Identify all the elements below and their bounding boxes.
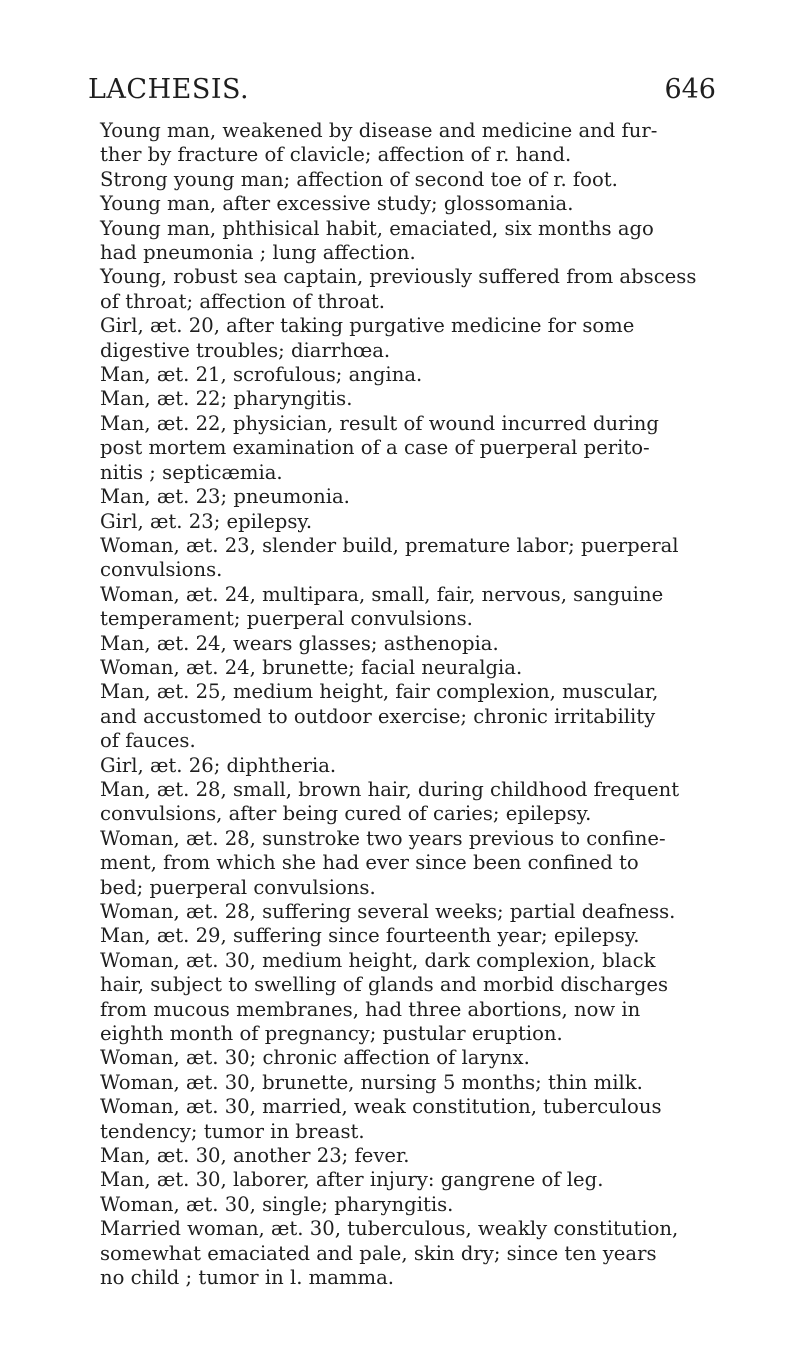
case-entry <box>100 314 728 363</box>
case-entry <box>100 656 728 680</box>
case-entry-line: Man, æt. 29, suffering since fourteenth year; epilepsy. <box>100 924 640 948</box>
case-entry <box>100 583 728 632</box>
case-entry-line: tendency; tumor in breast. <box>100 1119 365 1143</box>
case-entry-line: ther by fracture of clavicle; affection of r. hand. <box>100 143 572 167</box>
case-entry-line: Man, æt. 28, small, brown hair, during childhood frequent <box>100 777 680 801</box>
case-entry <box>100 778 728 827</box>
case-entry-line: Strong young man; affection of second toe of r. foot. <box>100 167 618 191</box>
case-entry-line: Girl, æt. 20, after taking purgative medicine for some <box>100 314 635 338</box>
case-list <box>100 119 728 1291</box>
case-entry <box>100 900 728 924</box>
case-entry-line: Girl, æt. 26; diphtheria. <box>100 753 337 777</box>
case-entry-line: Man, æt. 30, laborer, after injury: gangrene of leg. <box>100 1168 604 1192</box>
case-entry-line: post mortem examination of a case of puerperal perito- <box>100 436 650 460</box>
case-entry <box>100 1095 728 1144</box>
case-entry-line: Man, æt. 21, scrofulous; angina. <box>100 363 423 387</box>
case-entry-line: convulsions. <box>100 558 223 582</box>
page-header <box>88 74 716 110</box>
case-entry-line: Woman, æt. 30; chronic affection of larynx. <box>100 1046 530 1070</box>
case-entry-line: Man, æt. 25, medium height, fair complexion, muscular, <box>100 680 659 704</box>
case-entry <box>100 485 728 509</box>
running-head: LACHESIS. <box>88 74 250 105</box>
case-entry-line: Woman, æt. 28, suffering several weeks; partial deafness. <box>100 900 676 923</box>
case-entry-line: Woman, æt. 30, medium height, dark complexion, black <box>100 948 656 972</box>
case-entry-line: eighth month of pregnancy; pustular eruption. <box>100 1022 563 1046</box>
case-entry <box>100 1168 728 1192</box>
case-entry-line: bed; puerperal convulsions. <box>100 875 376 899</box>
case-entry-line: somewhat emaciated and pale, skin dry; since ten years <box>100 1241 657 1265</box>
case-entry <box>100 827 728 900</box>
case-entry-line: Young man, after excessive study; glossomania. <box>100 192 574 216</box>
case-entry-line: of throat; affection of throat. <box>100 289 385 313</box>
case-entry <box>100 192 728 216</box>
case-entry-line: Man, æt. 22; pharyngitis. <box>100 387 353 411</box>
case-entry-line: Man, æt. 30, another 23; fever. <box>100 1144 410 1168</box>
case-entry-line: convulsions, after being cured of caries; epilepsy. <box>100 802 592 826</box>
case-entry-line: nitis ; septicæmia. <box>100 460 283 484</box>
case-entry <box>100 1046 728 1070</box>
case-entry <box>100 924 728 948</box>
case-entry-line: and accustomed to outdoor exercise; chronic irritability <box>100 704 656 728</box>
case-entry <box>100 119 728 168</box>
case-entry-line: hair, subject to swelling of glands and morbid discharges <box>100 973 669 997</box>
case-entry-line: Girl, æt. 23; epilepsy. <box>100 509 313 533</box>
case-entry <box>100 1071 728 1095</box>
case-entry-line: Woman, æt. 30, single; pharyngitis. <box>100 1192 454 1216</box>
case-entry-line: no child ; tumor in l. mamma. <box>100 1266 395 1290</box>
page-number: 646 <box>664 74 716 105</box>
case-entry-line: digestive troubles; diarrhœa. <box>100 338 391 362</box>
case-entry-line: Young man, phthisical habit, emaciated, six months ago <box>100 216 654 240</box>
case-entry-line: of fauces. <box>100 729 196 753</box>
case-entry-line: Woman, æt. 23, slender build, premature labor; puerperal <box>100 533 679 557</box>
case-entry <box>100 1193 728 1217</box>
case-entry-line: Young, robust sea captain, previously suffered from abscess <box>100 265 697 289</box>
case-entry-line: Woman, æt. 24, multipara, small, fair, nervous, sanguine <box>100 582 664 606</box>
case-entry <box>100 949 728 1047</box>
case-entry <box>100 265 728 314</box>
case-entry <box>100 168 728 192</box>
case-entry <box>100 534 728 583</box>
case-entry <box>100 1217 728 1290</box>
case-entry-line: Woman, æt. 28, sunstroke two years previous to confine- <box>100 826 666 850</box>
case-entry <box>100 680 728 753</box>
case-entry <box>100 387 728 411</box>
case-entry <box>100 632 728 656</box>
case-entry-line: Married woman, æt. 30, tuberculous, weakly constitution, <box>100 1217 679 1241</box>
case-entry-line: Woman, æt. 30, married, weak constitution, tuberculous <box>100 1095 662 1119</box>
case-entry <box>100 1144 728 1168</box>
case-entry <box>100 510 728 534</box>
case-entry-line: Young man, weakened by disease and medicine and fur- <box>100 119 658 142</box>
case-entry-line: Man, æt. 22, physician, result of wound incurred during <box>100 411 659 435</box>
case-entry-line: Man, æt. 24, wears glasses; asthenopia. <box>100 631 499 655</box>
case-entry-line: had pneumonia ; lung affection. <box>100 241 416 265</box>
case-entry <box>100 363 728 387</box>
case-entry <box>100 217 728 266</box>
case-entry-line: Woman, æt. 30, brunette, nursing 5 months; thin milk. <box>100 1070 643 1094</box>
case-entry-line: temperament; puerperal convulsions. <box>100 607 473 631</box>
case-entry-line: Man, æt. 23; pneumonia. <box>100 485 350 509</box>
case-entry-line: ment, from which she had ever since been confined to <box>100 851 639 875</box>
case-entry-line: Woman, æt. 24, brunette; facial neuralgia. <box>100 655 523 679</box>
case-entry-line: from mucous membranes, had three abortions, now in <box>100 997 641 1021</box>
case-entry <box>100 412 728 485</box>
case-entry <box>100 754 728 778</box>
